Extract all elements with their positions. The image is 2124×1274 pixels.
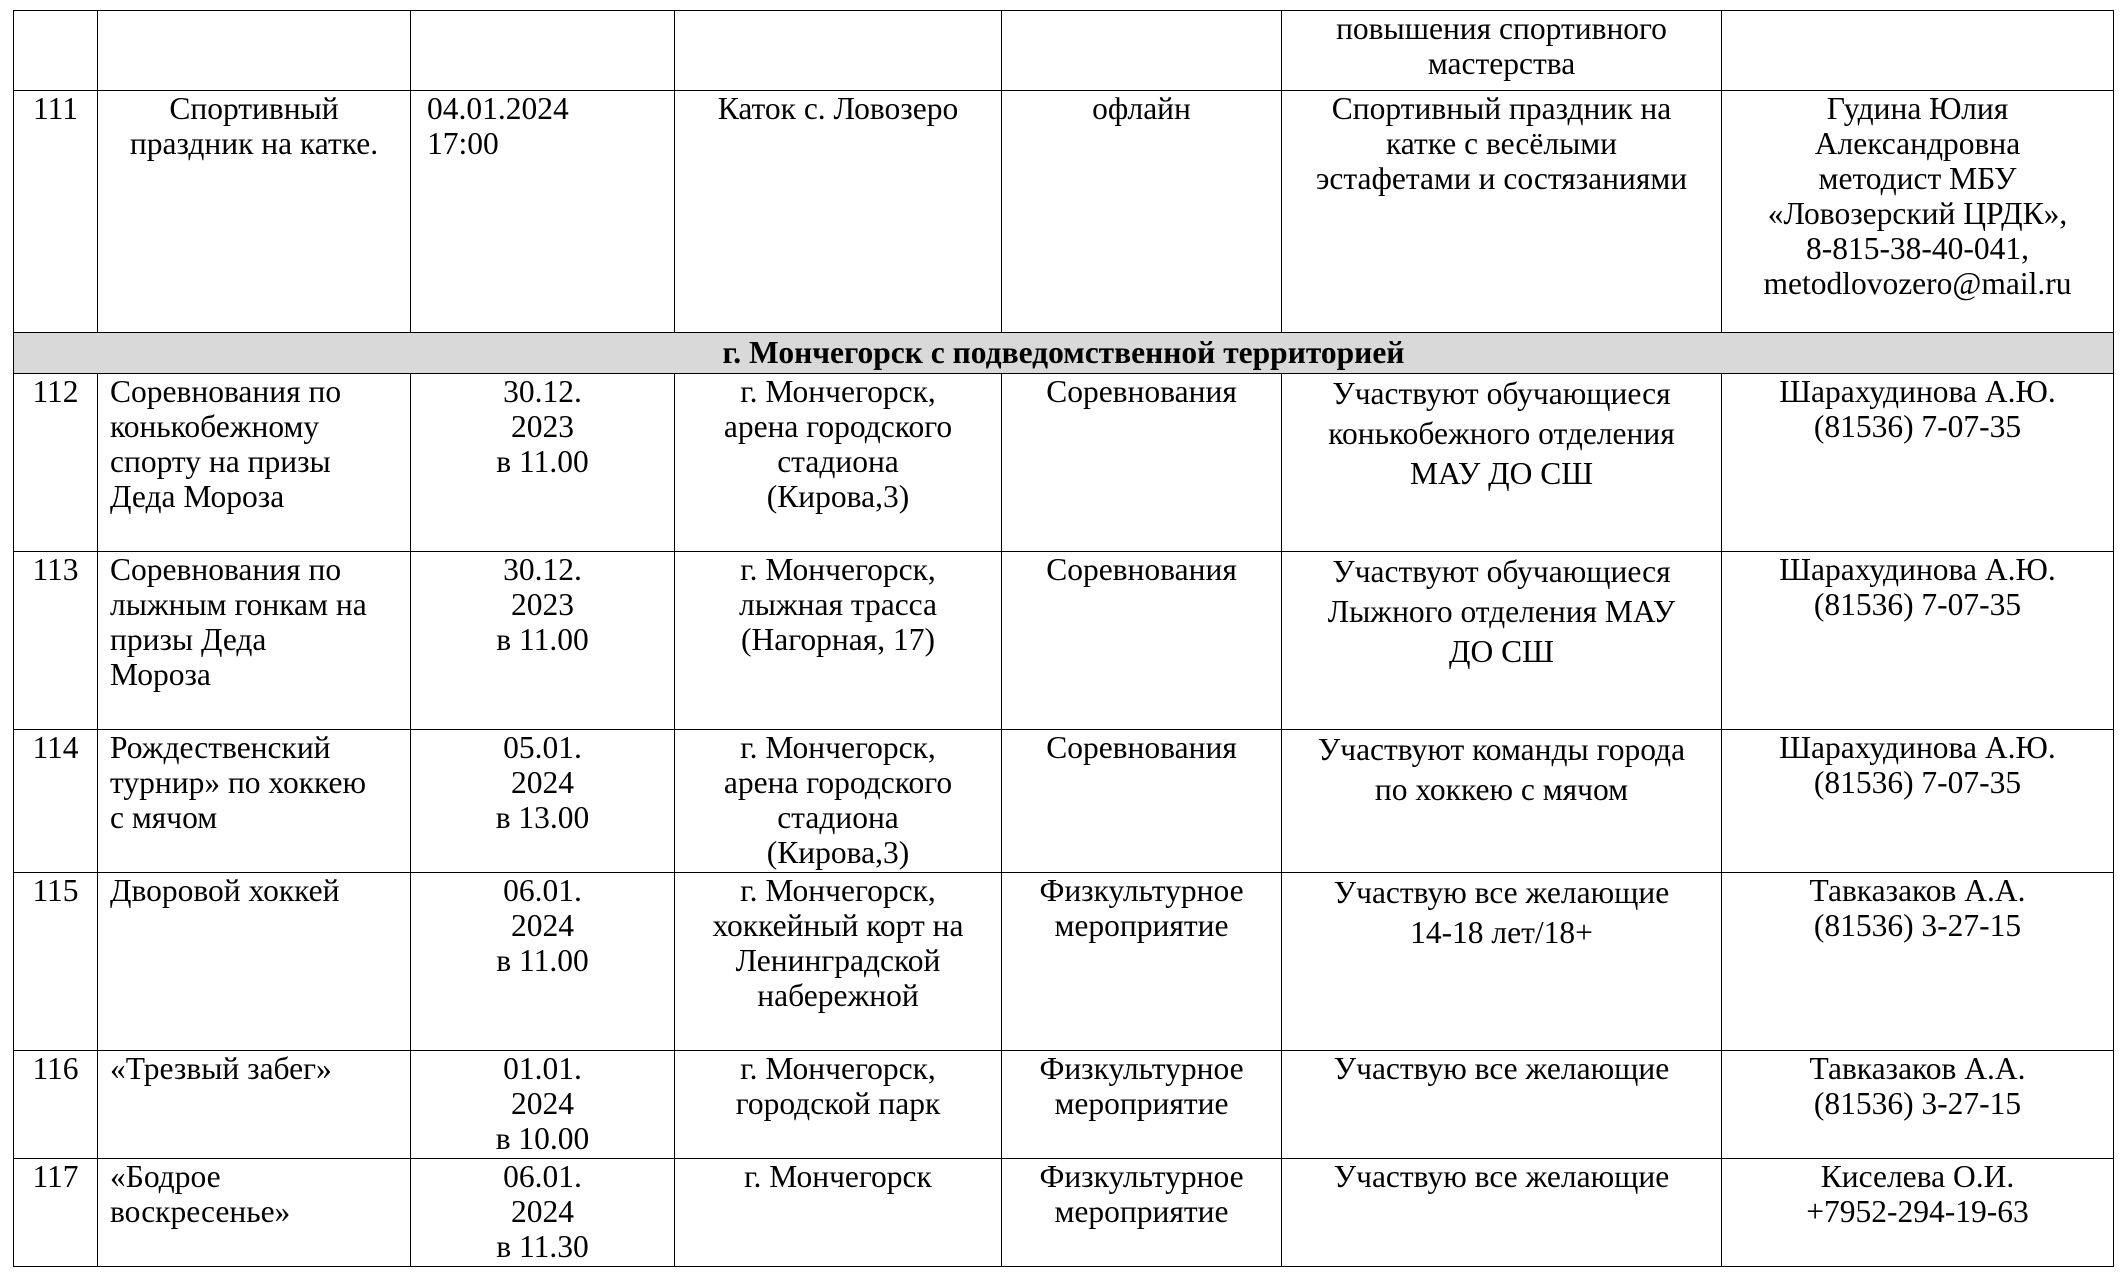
cell-date: 01.01. 2024 в 10.00 (411, 1051, 675, 1159)
cell-num: 117 (14, 1159, 98, 1267)
cell-contact: Шарахудинова А.Ю. (81536) 7-07-35 (1722, 552, 2114, 730)
cell-num: 113 (14, 552, 98, 730)
table-row (14, 1159, 2114, 1267)
cell-description: Участвуют обучающиеся Лыжного отделения МАУ ДО СШ (1282, 552, 1722, 730)
cell-place: г. Мончегорск (675, 1159, 1002, 1267)
cell-description: Спортивный праздник на катке с весёлыми эстафетами и состязаниями (1282, 91, 1722, 333)
cell-contact: Шарахудинова А.Ю. (81536) 7-07-35 (1722, 730, 2114, 873)
cell-format: Соревнования (1002, 730, 1282, 873)
cell-place: г. Мончегорск, арена городского стадиона (Кирова,3) (675, 374, 1002, 552)
cell-place: г. Мончегорск, арена городского стадиона (Кирова,3) (675, 730, 1002, 873)
cell-num (14, 11, 98, 91)
cell-place: Каток с. Ловозеро (675, 91, 1002, 333)
table-row (14, 730, 2114, 873)
cell-contact (1722, 11, 2114, 91)
cell-date (411, 11, 675, 91)
cell-num: 111 (14, 91, 98, 333)
cell-contact: Шарахудинова А.Ю. (81536) 7-07-35 (1722, 374, 2114, 552)
cell-date: 06.01. 2024 в 11.30 (411, 1159, 675, 1267)
cell-format: Соревнования (1002, 374, 1282, 552)
table-row-continued (14, 11, 2114, 91)
cell-name: Соревнования по лыжным гонкам на призы Деда Мороза (98, 552, 411, 730)
cell-place: г. Мончегорск, городской парк (675, 1051, 1002, 1159)
cell-date: 30.12. 2023 в 11.00 (411, 374, 675, 552)
cell-format: Физкультурное мероприятие (1002, 1159, 1282, 1267)
cell-format: Соревнования (1002, 552, 1282, 730)
cell-date: 05.01. 2024 в 13.00 (411, 730, 675, 873)
cell-num: 115 (14, 873, 98, 1051)
cell-num: 116 (14, 1051, 98, 1159)
section-header-row (14, 333, 2114, 374)
cell-description: Участвую все желающие (1282, 1051, 1722, 1159)
cell-contact: Киселева О.И. +7952-294-19-63 (1722, 1159, 2114, 1267)
section-title: г. Мончегорск с подведомственной территорией (14, 333, 2114, 374)
cell-format: Физкультурное мероприятие (1002, 1051, 1282, 1159)
cell-name: Дворовой хоккей (98, 873, 411, 1051)
cell-format (1002, 11, 1282, 91)
cell-description: Участвую все желающие 14-18 лет/18+ (1282, 873, 1722, 1051)
cell-name: Рождественский турнир» по хоккею с мячом (98, 730, 411, 873)
cell-format: Физкультурное мероприятие (1002, 873, 1282, 1051)
cell-contact: Тавказаков А.А. (81536) 3-27-15 (1722, 873, 2114, 1051)
cell-place (675, 11, 1002, 91)
table-row (14, 552, 2114, 730)
cell-contact: Гудина Юлия Александровна методист МБУ «Ловозерский ЦРДК», 8-815-38-40-041, metodlovozero@mail.ru (1722, 91, 2114, 333)
document-page (13, 10, 2114, 1267)
table-row (14, 374, 2114, 552)
cell-date: 06.01. 2024 в 11.00 (411, 873, 675, 1051)
cell-num: 112 (14, 374, 98, 552)
table-row (14, 1051, 2114, 1159)
cell-name: Спортивный праздник на катке. (98, 91, 411, 333)
cell-format: офлайн (1002, 91, 1282, 333)
cell-name (98, 11, 411, 91)
cell-description: Участвуют обучающиеся конькобежного отделения МАУ ДО СШ (1282, 374, 1722, 552)
table-row (14, 91, 2114, 333)
cell-name: «Бодрое воскресенье» (98, 1159, 411, 1267)
cell-place: г. Мончегорск, хоккейный корт на Ленинградской набережной (675, 873, 1002, 1051)
cell-date: 04.01.2024 17:00 (411, 91, 675, 333)
cell-date: 30.12. 2023 в 11.00 (411, 552, 675, 730)
cell-description: повышения спортивного мастерства (1282, 11, 1722, 91)
cell-num: 114 (14, 730, 98, 873)
events-table (13, 10, 2114, 1267)
cell-name: Соревнования по конькобежному спорту на призы Деда Мороза (98, 374, 411, 552)
cell-description: Участвуют команды города по хоккею с мячом (1282, 730, 1722, 873)
table-row (14, 873, 2114, 1051)
cell-description: Участвую все желающие (1282, 1159, 1722, 1267)
cell-contact: Тавказаков А.А. (81536) 3-27-15 (1722, 1051, 2114, 1159)
cell-name: «Трезвый забег» (98, 1051, 411, 1159)
cell-place: г. Мончегорск, лыжная трасса (Нагорная, 17) (675, 552, 1002, 730)
